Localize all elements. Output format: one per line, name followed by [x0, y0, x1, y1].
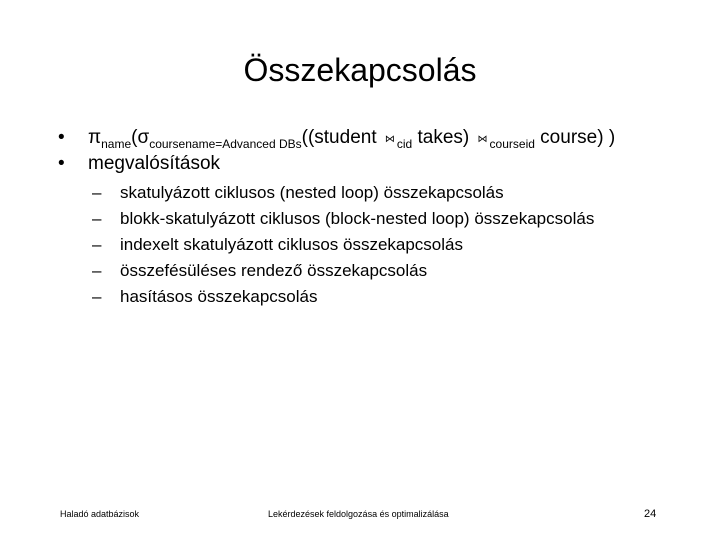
implementations-label: megvalósítások	[88, 153, 221, 174]
pi-subscript: name	[101, 137, 132, 151]
join2-subscript: courseid	[489, 137, 535, 151]
student-relation: ((student	[301, 127, 382, 148]
list-item	[92, 232, 594, 258]
join-methods-list	[92, 180, 594, 310]
pi-symbol: π	[88, 127, 102, 148]
list-item	[92, 180, 594, 206]
implementations-bullet-line	[58, 152, 220, 176]
dash-marker: –	[92, 209, 102, 228]
footer-topic: Lekérdezések feldolgozása és optimalizálása	[268, 509, 449, 519]
dash-marker: –	[92, 183, 102, 202]
method-text: skatulyázott ciklusos (nested loop) összekapcsolás	[120, 183, 504, 202]
dash-marker: –	[92, 261, 102, 280]
list-item	[92, 258, 594, 284]
method-text: indexelt skatulyázott ciklusos összekapcsolás	[120, 235, 463, 254]
method-text: hasításos összekapcsolás	[120, 287, 318, 306]
list-item	[92, 284, 594, 310]
sigma-subscript: coursename=Advanced DBs	[149, 137, 302, 151]
method-text: blokk-skatulyázott ciklusos (block-nested loop) összekapcsolás	[120, 209, 595, 228]
list-item	[92, 206, 594, 232]
join-symbol-1: ⋈	[384, 134, 395, 145]
formula-bullet-line	[58, 126, 615, 153]
dash-marker: –	[92, 235, 102, 254]
footer-course-name: Haladó adatbázisok	[60, 509, 140, 519]
takes-relation: takes)	[412, 127, 475, 148]
dash-marker: –	[92, 287, 102, 306]
bullet-symbol: •	[58, 127, 65, 148]
join-symbol-2: ⋈	[477, 134, 488, 145]
course-relation: course) )	[534, 127, 616, 148]
sigma-symbol: (σ	[131, 127, 150, 148]
method-text: összefésüléses rendező összekapcsolás	[120, 261, 428, 280]
slide-title: Összekapcsolás	[243, 52, 477, 88]
bullet-symbol: •	[58, 153, 65, 174]
join1-subscript: cid	[396, 137, 413, 151]
page-number: 24	[644, 508, 657, 520]
